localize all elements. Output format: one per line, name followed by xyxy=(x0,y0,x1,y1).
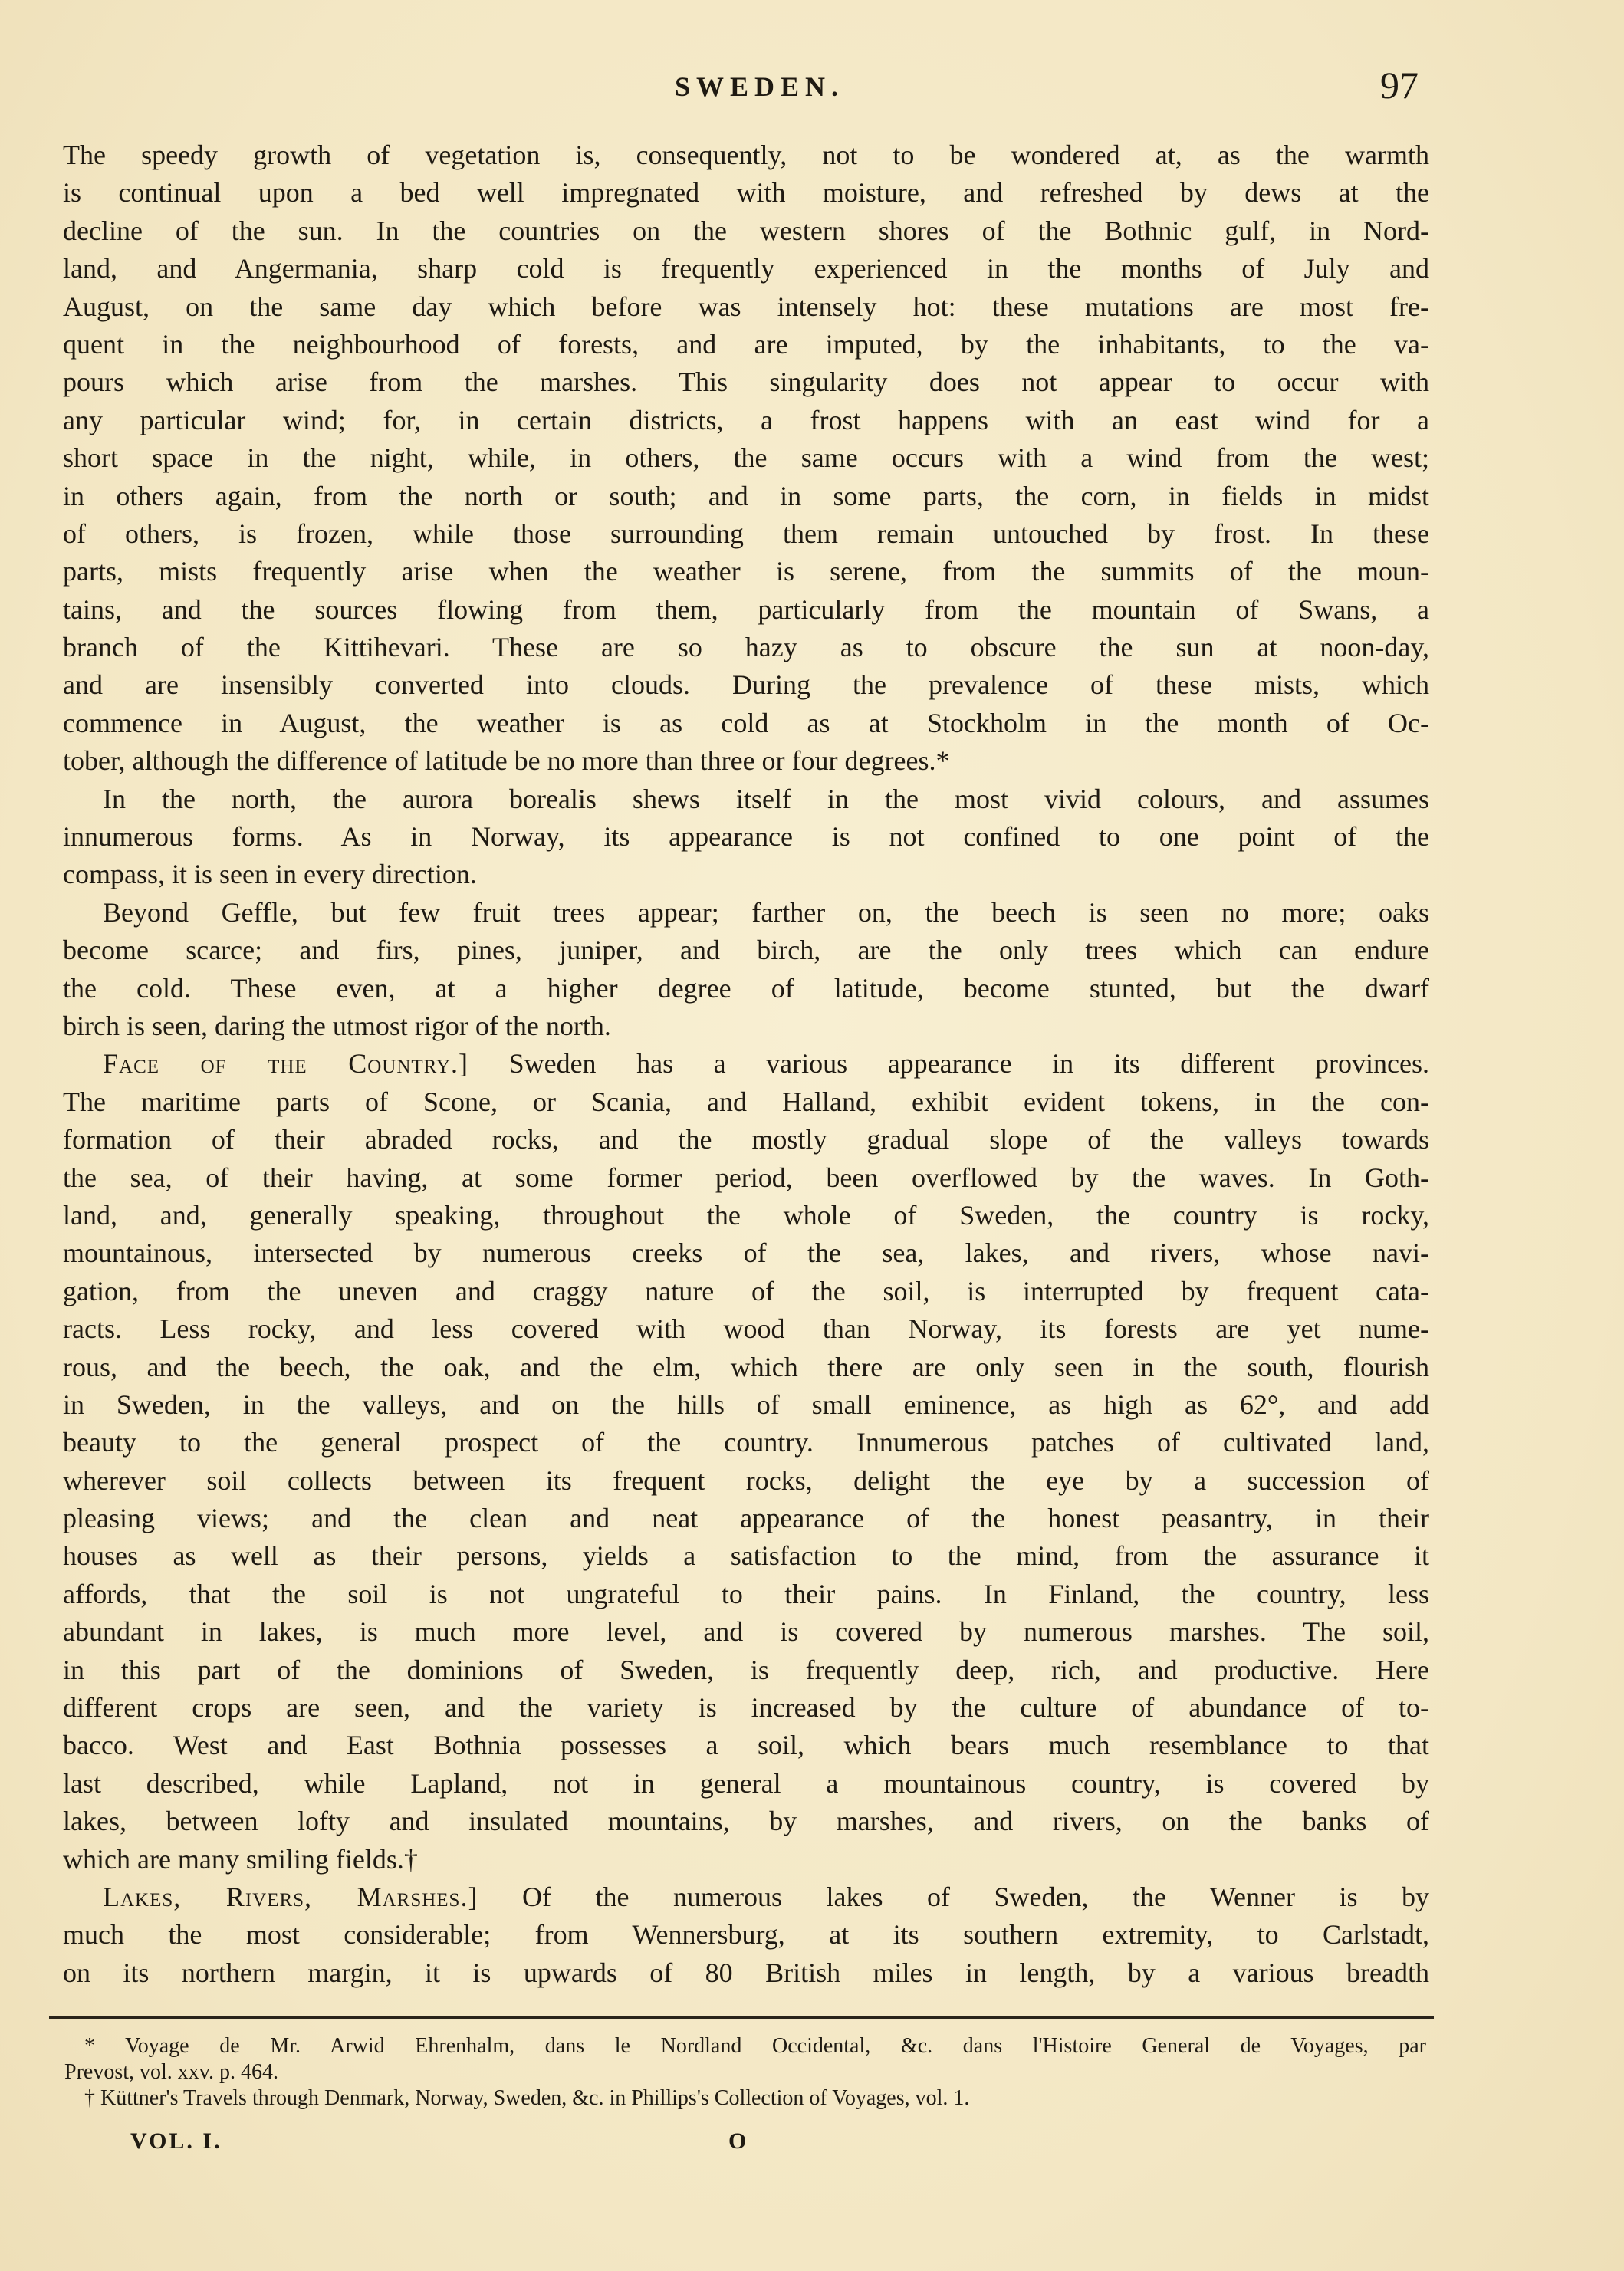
text-line: in this part of the dominions of Sweden, is frequently deep, rich, and productive. Here xyxy=(63,1654,1429,1685)
text-line: formation of their abraded rocks, and the mostly gradual slope of the valleys towards xyxy=(63,1124,1429,1155)
text-line: tains, and the sources flowing from them, particularly from the mountain of Swans, a xyxy=(63,593,1429,625)
footnote-line: † Küttner's Travels through Denmark, Norway, Sweden, &c. in Phillips's Collection of Voyages, vol. 1. xyxy=(84,2086,970,2110)
text-line: In the north, the aurora borealis shews itself in the most vivid colours, and assumes xyxy=(103,783,1429,814)
text-line: lakes, between lofty and insulated mountains, by marshes, and rivers, on the banks of xyxy=(63,1806,1429,1837)
text-line: tober, although the difference of latitude be no more than three or four degrees.* xyxy=(63,745,950,777)
footnote-line: * Voyage de Mr. Arwid Ehrenhalm, dans le Nordland Occidental, &c. dans l'Histoire General de Voyages, par xyxy=(84,2034,1426,2058)
section-line xyxy=(63,1878,1429,1916)
text-line: August, on the same day which before was intensely hot: these mutations are most fre- xyxy=(63,291,1429,322)
text-line: commence in August, the weather is as cold as at Stockholm in the month of Oc- xyxy=(63,707,1429,738)
footnotes xyxy=(64,2033,1426,2112)
text-line: land, and Angermania, sharp cold is frequently experienced in the months of July and xyxy=(63,253,1429,284)
text-line: parts, mists frequently arise when the weather is serene, from the summits of the moun- xyxy=(63,556,1429,587)
text-line: of others, is frozen, while those surrounding them remain untouched by frost. In these xyxy=(63,518,1429,549)
text-run: Of the numerous lakes of Sweden, the Wenner is by xyxy=(521,1881,1429,1912)
text-line: affords, that the soil is not ungrateful to their pains. In Finland, the country, less xyxy=(63,1578,1429,1609)
text-line: rous, and the beech, the oak, and the elm, which there are only seen in the south, flourish xyxy=(63,1351,1429,1382)
text-line: short space in the night, while, in others, the same occurs with a wind from the west; xyxy=(63,442,1429,474)
text-line: abundant in lakes, is much more level, and is covered by numerous marshes. The soil, xyxy=(63,1616,1429,1648)
text-line: mountainous, intersected by numerous creeks of the sea, lakes, and rivers, whose navi- xyxy=(63,1237,1429,1269)
page-footer xyxy=(0,2128,1624,2159)
text-line: in others again, from the north or south; and in some parts, the corn, in fields in midst xyxy=(63,480,1429,511)
text-line: land, and, generally speaking, throughout the whole of Sweden, the country is rocky, xyxy=(63,1199,1429,1231)
text-line: the cold. These even, at a higher degree of latitude, become stunted, but the dwarf xyxy=(63,972,1429,1004)
footnote-line: Prevost, vol. xxv. p. 464. xyxy=(64,2060,278,2084)
text-line: is continual upon a bed well impregnated with moisture, and refreshed by dews at the xyxy=(63,177,1429,209)
text-line: gation, from the uneven and craggy nature of the soil, is interrupted by frequent cata- xyxy=(63,1275,1429,1306)
volume-mark: VOL. I. xyxy=(130,2128,222,2154)
text-line: in Sweden, in the valleys, and on the hills of small eminence, as high as 62°, and add xyxy=(63,1389,1429,1420)
text-line: decline of the sun. In the countries on the western shores of the Bothnic gulf, in Nord- xyxy=(63,215,1429,246)
text-line: quent in the neighbourhood of forests, and are imputed, by the inhabitants, to the va- xyxy=(63,328,1429,360)
text-line: much the most considerable; from Wennersburg, at its southern extremity, to Carlstadt, xyxy=(63,1919,1429,1951)
page-number: 97 xyxy=(1380,64,1419,107)
text-line: birch is seen, daring the utmost rigor of the north. xyxy=(63,1010,611,1041)
text-line: and are insensibly converted into clouds. During the prevalence of these mists, which xyxy=(63,669,1429,701)
text-line: beauty to the general prospect of the country. Innumerous patches of cultivated land, xyxy=(63,1427,1429,1458)
running-head: SWEDEN. xyxy=(675,71,845,102)
text-line: The speedy growth of vegetation is, consequently, not to be wondered at, as the warmth xyxy=(63,140,1429,170)
body-text xyxy=(63,136,1429,1992)
text-line: houses as well as their persons, yields a satisfaction to the mind, from the assurance it xyxy=(63,1540,1429,1572)
text-line: pleasing views; and the clean and neat appearance of the honest peasantry, in their xyxy=(63,1503,1429,1534)
signature-mark: O xyxy=(728,2128,747,2154)
text-line: the sea, of their having, at some former period, been overflowed by the waves. In Goth- xyxy=(63,1162,1429,1193)
text-run: Sweden has a various appearance in its different provinces. xyxy=(508,1048,1429,1080)
text-line: wherever soil collects between its frequent rocks, delight the eye by a succession of xyxy=(63,1464,1429,1496)
text-line: which are many smiling fields.† xyxy=(63,1843,418,1875)
text-line: bacco. West and East Bothnia possesses a soil, which bears much resemblance to that xyxy=(63,1730,1429,1761)
text-line: racts. Less rocky, and less covered with wood than Norway, its forests are yet nume- xyxy=(63,1313,1429,1345)
text-line: The maritime parts of Scone, or Scania, and Halland, exhibit evident tokens, in the con- xyxy=(63,1086,1429,1117)
text-line: innumerous forms. As in Norway, its appearance is not confined to one point of the xyxy=(63,821,1429,853)
text-line: any particular wind; for, in certain districts, a frost happens with an east wind for a xyxy=(63,404,1429,435)
text-line: pours which arise from the marshes. This singularity does not appear to occur with xyxy=(63,366,1429,398)
section-heading: Lakes, Rivers, Marshes.] xyxy=(103,1881,478,1912)
text-line: Beyond Geffle, but few fruit trees appear; farther on, the beech is seen no more; oaks xyxy=(103,896,1429,928)
text-line: last described, while Lapland, not in general a mountainous country, is covered by xyxy=(63,1767,1429,1799)
text-line: become scarce; and firs, pines, juniper, and birch, are the only trees which can endure xyxy=(63,935,1429,966)
text-line: on its northern margin, it is upwards of 80 British miles in length, by a various breadth xyxy=(63,1957,1429,1988)
footnote-divider xyxy=(49,2016,1434,2019)
text-line: branch of the Kittihevari. These are so hazy as to obscure the sun at noon-day, xyxy=(63,632,1429,663)
text-line: compass, it is seen in every direction. xyxy=(63,859,477,890)
section-heading: Face of the Country.] xyxy=(103,1048,469,1080)
text-line: different crops are seen, and the variety is increased by the culture of abundance of to- xyxy=(63,1692,1429,1724)
section-line xyxy=(63,1045,1429,1083)
